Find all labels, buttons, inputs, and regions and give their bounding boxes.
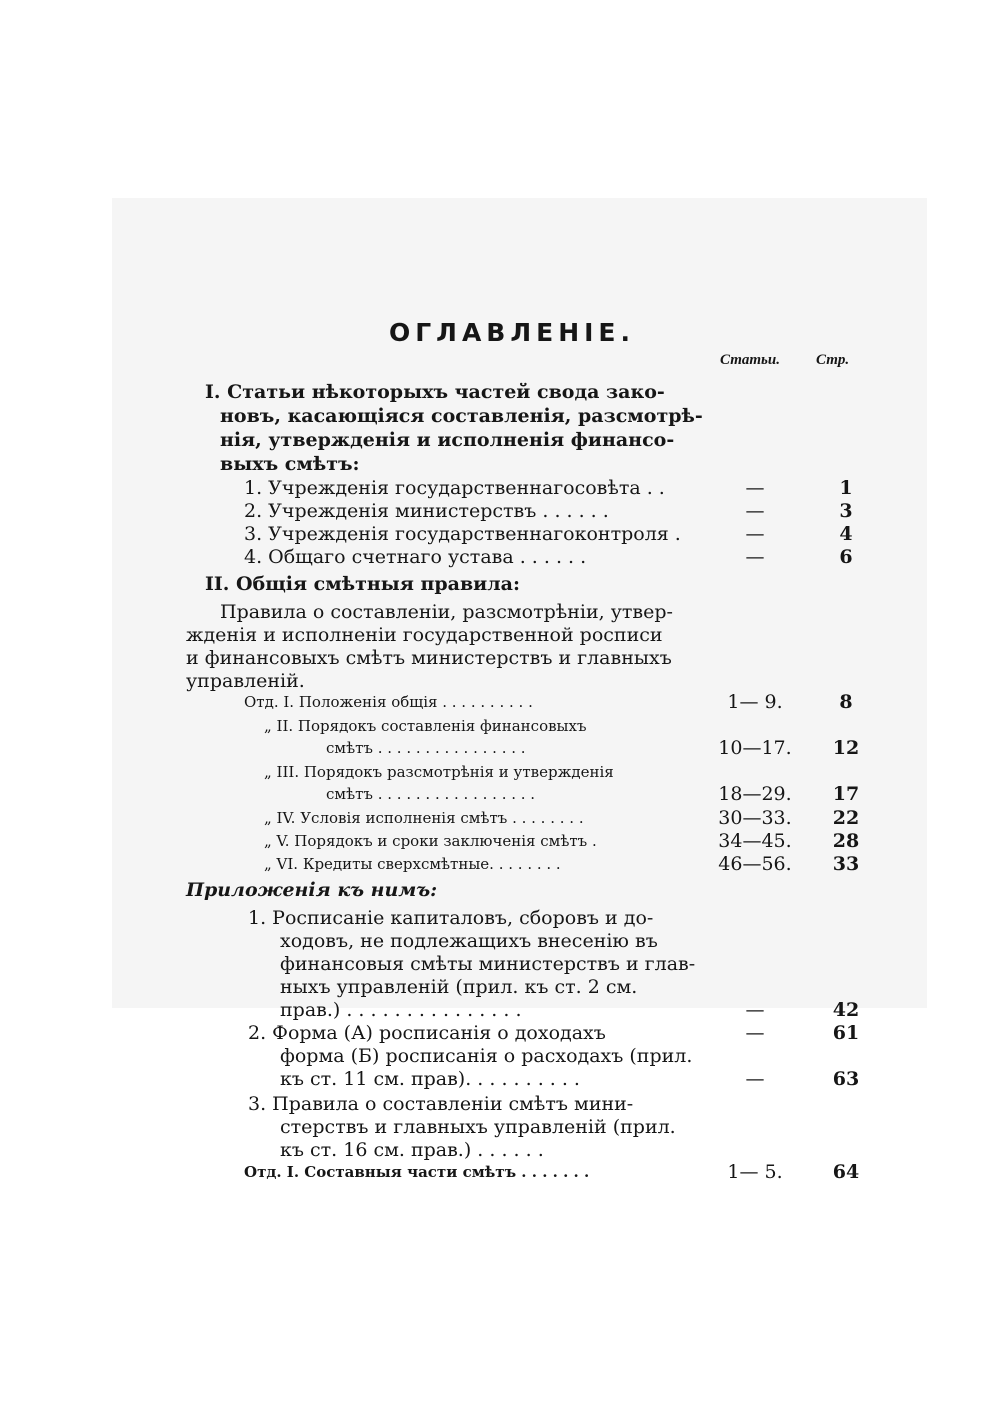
toc-division [0,1160,1000,1184]
appendix-articles: — [745,1022,765,1044]
appendix-page: 42 [832,999,860,1021]
appendix-line: 1. Росписаніе капиталовъ, сборовъ и до- [248,907,654,929]
toc-entry-articles: — [745,500,765,522]
toc-division [0,806,1000,830]
toc-division-page: 28 [832,830,860,852]
toc-division-page: 64 [832,1161,860,1183]
toc-entry-articles: — [745,523,765,545]
section1-heading-line: I. Статьи нѣкоторыхъ частей свода зако- [205,381,665,403]
toc-entry-label: 1. Учрежденія государственнагосовѣта . . [244,477,665,499]
toc-division-articles: 1— 5. [727,1161,783,1183]
appendix-line: стерствъ и главныхъ управленій (прил. [280,1116,676,1138]
appendix-line: финансовыя смѣты министерствъ и глав- [280,953,696,975]
appendix-line: ходовъ, не подлежащихъ внесенію въ [280,930,658,952]
toc-division-page: 12 [832,737,860,759]
toc-division-label: „ VI. Кредиты сверхсмѣтные. . . . . . . . [264,855,561,873]
toc-division-page: 17 [832,783,860,805]
toc-division-articles: 30—33. [718,807,792,829]
toc-division-page: 22 [832,807,860,829]
toc-entry-page: 6 [839,546,853,568]
toc-entry [0,476,1000,500]
section2-heading: II. Общія смѣтныя правила: [205,573,520,595]
appendix-line: къ ст. 11 см. прав). . . . . . . . . . [280,1068,580,1090]
toc-entry-page: 3 [839,500,853,522]
toc-division-articles: 34—45. [718,830,792,852]
appendix-articles: — [745,1068,765,1090]
appendix-line: форма (Б) росписанія о расходахъ (прил. [280,1045,693,1067]
section1-heading-line: нія, утвержденія и исполненія финансо- [220,429,675,451]
toc-division-articles: 46—56. [718,853,792,875]
toc-entry-label: 2. Учрежденія министерствъ . . . . . . [244,500,609,522]
toc-entry-page: 4 [839,523,853,545]
page-title: ОГЛАВЛЕНІЕ. [389,318,635,347]
toc-division-label: „ IV. Условія исполненія смѣтъ . . . . . . . . [264,809,584,827]
toc-division-page: 8 [839,691,853,713]
appendix-entry [0,1067,1000,1091]
section2-intro-line: жденія и исполненіи государственной росписи [186,624,663,646]
toc-entry [0,545,1000,569]
appendix-page: 63 [832,1068,860,1090]
toc-division-label: Отд. I. Положенія общія . . . . . . . . . . [244,693,533,711]
toc-division [0,782,1000,806]
appendix-line: 2. Форма (А) росписанія о доходахъ [248,1022,606,1044]
appendix-entry [0,998,1000,1022]
section1-heading-line: выхъ смѣтъ: [220,453,360,475]
toc-division-label: „ V. Порядокъ и сроки заключенія смѣтъ . [264,832,597,850]
toc-division [0,736,1000,760]
section1-heading-line: новъ, касающіяся составленія, разсмотрѣ- [220,405,703,427]
toc-entry-articles: — [745,477,765,499]
column-header-pages: Стр. [816,352,850,368]
appendix-line: къ ст. 16 см. прав.) . . . . . . [280,1139,544,1161]
toc-entry-label: 3. Учрежденія государственнагоконтроля . [244,523,681,545]
section2-intro-line: и финансовыхъ смѣтъ министерствъ и главныхъ [186,647,672,669]
toc-division-label: Отд. I. Составныя части смѣтъ . . . . . . . [244,1163,590,1181]
toc-division-label: „ II. Порядокъ составленія финансовыхъ [264,717,587,735]
appendices-heading: Приложенія къ нимъ: [186,879,438,901]
appendix-line: ныхъ управленій (прил. къ ст. 2 см. [280,976,638,998]
toc-division [0,829,1000,853]
toc-entry-page: 1 [839,477,853,499]
appendix-line: 3. Правила о составленіи смѣтъ мини- [248,1093,634,1115]
appendix-articles: — [745,999,765,1021]
toc-division-articles: 10—17. [718,737,792,759]
toc-division [0,852,1000,876]
appendix-line: прав.) . . . . . . . . . . . . . . . [280,999,522,1021]
toc-division-label: смѣтъ . . . . . . . . . . . . . . . . [326,739,526,757]
toc-entry-articles: — [745,546,765,568]
appendix-page: 61 [832,1022,860,1044]
toc-entry-label: 4. Общаго счетнаго устава . . . . . . [244,546,587,568]
toc-division-label: смѣтъ . . . . . . . . . . . . . . . . . [326,785,536,803]
section2-intro-line: управленій. [186,670,305,692]
toc-division-page: 33 [832,853,860,875]
appendix-entry [0,1021,1000,1045]
toc-division [0,690,1000,714]
toc-division-articles: 18—29. [718,783,792,805]
column-header-articles: Статьи. [720,352,780,368]
toc-division-label: „ III. Порядокъ разсмотрѣнія и утвержденія [264,763,614,781]
toc-entry [0,499,1000,523]
section2-intro-line: Правила о составленіи, разсмотрѣніи, утвер- [220,601,673,623]
toc-entry [0,522,1000,546]
toc-division-articles: 1— 9. [727,691,783,713]
